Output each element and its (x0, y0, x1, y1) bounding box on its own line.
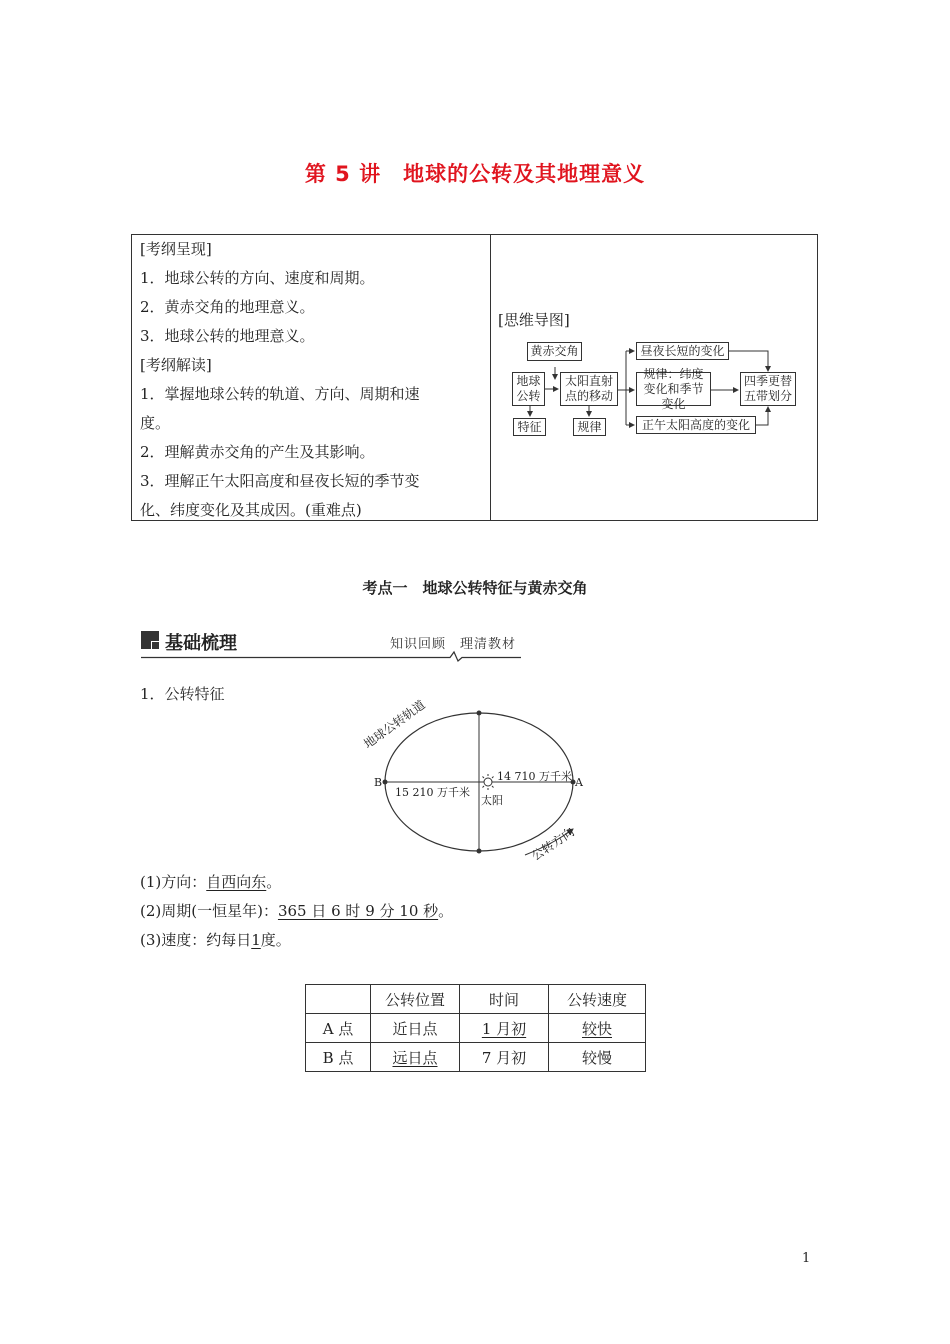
table-answer: 远日点 (392, 1048, 438, 1067)
property-period (140, 900, 453, 921)
table-header-cell: 公转速度 (549, 985, 646, 1014)
jichu-title: 基础梳理 (165, 633, 237, 654)
property-suffix: 。 (266, 873, 282, 891)
outline-line: 度。 (140, 414, 171, 432)
outline-left-text (140, 235, 485, 525)
outline-line: 3．理解正午太阳高度和昼夜长短的季节变 (140, 472, 420, 490)
table-row (306, 1043, 646, 1072)
property-label: (3)速度：约每日 (140, 931, 252, 949)
mindmap-node-huangchi: 黄赤交角 (527, 342, 582, 361)
point-b (383, 780, 388, 785)
table-cell (460, 1014, 549, 1043)
outline-line: 1．地球公转的方向、速度和周期。 (140, 269, 375, 287)
point-a-label: A (575, 776, 583, 789)
property-suffix: 度。 (260, 931, 291, 949)
outline-line: 2．理解黄赤交角的产生及其影响。 (140, 443, 375, 461)
table-header-cell (306, 985, 371, 1014)
property-label: (2)周期(一恒星年)： (140, 902, 278, 920)
section-title: 考点一 地球公转特征与黄赤交角 (362, 579, 588, 597)
outline-line: [考纲呈现] (140, 240, 212, 258)
section-square-icon (141, 631, 159, 649)
table-cell: 7 月初 (460, 1043, 549, 1072)
item-heading: 1．公转特征 (140, 685, 225, 703)
property-answer: 1 (251, 931, 261, 949)
page-number: 1 (802, 1251, 811, 1266)
jichu-underline (141, 650, 523, 662)
property-answer: 365 日 6 时 9 分 10 秒 (277, 902, 439, 920)
outline-divider (490, 235, 491, 520)
point-b-label: B (374, 776, 383, 789)
table-header-row (306, 985, 646, 1014)
mindmap-title: [思维导图] (498, 311, 570, 329)
mindmap-node-diqiu: 地球公转 (512, 372, 545, 406)
table-cell: A 点 (306, 1014, 371, 1043)
jichu-subtitle: 知识回顾 理清教材 (390, 637, 517, 652)
property-suffix: 。 (438, 902, 454, 920)
outline-line: 3．地球公转的地理意义。 (140, 327, 315, 345)
table-cell: B 点 (306, 1043, 371, 1072)
direction-label: 公转方向 (529, 824, 577, 864)
outline-line: 化、纬度变化及其成因。(重难点) (140, 501, 362, 519)
page-title: 第 5 讲 地球的公转及其地理意义 (304, 162, 646, 186)
mindmap-node-guilv2: 规律：纬度变化和季节变化 (636, 372, 711, 406)
orbit-speed-table (305, 984, 646, 1072)
mindmap-node-zhishe: 太阳直射点的移动 (560, 372, 618, 406)
table-answer: 1 月初 (481, 1019, 527, 1038)
mindmap-node-guilv: 规律 (573, 418, 606, 436)
table-row (306, 1014, 646, 1043)
mindmap-node-zhengwu: 正午太阳高度的变化 (636, 416, 756, 434)
table-header-cell: 时间 (460, 985, 549, 1014)
table-header-cell: 公转位置 (371, 985, 460, 1014)
outline-line: [考纲解读] (140, 356, 212, 374)
mindmap-node-tezheng: 特征 (513, 418, 546, 436)
orbit-label: 地球公转轨道 (361, 697, 428, 752)
property-label: (1)方向： (140, 873, 207, 891)
mindmap-node-zhouye: 昼夜长短的变化 (636, 342, 729, 360)
distance-b: 15 210 万千米 (395, 786, 470, 799)
outline-line: 1．掌握地球公转的轨道、方向、周期和速 (140, 385, 420, 403)
property-speed (140, 929, 291, 950)
outline-line: 2．黄赤交角的地理意义。 (140, 298, 315, 316)
distance-a: 14 710 万千米 (497, 770, 572, 783)
mindmap-node-siji: 四季更替五带划分 (740, 372, 796, 406)
sun-label: 太阳 (481, 794, 503, 807)
table-cell: 较慢 (549, 1043, 646, 1072)
property-direction (140, 871, 281, 892)
table-cell: 近日点 (371, 1014, 460, 1043)
table-cell (549, 1014, 646, 1043)
property-answer: 自西向东 (206, 873, 267, 891)
table-answer: 较快 (581, 1019, 612, 1038)
table-cell (371, 1043, 460, 1072)
